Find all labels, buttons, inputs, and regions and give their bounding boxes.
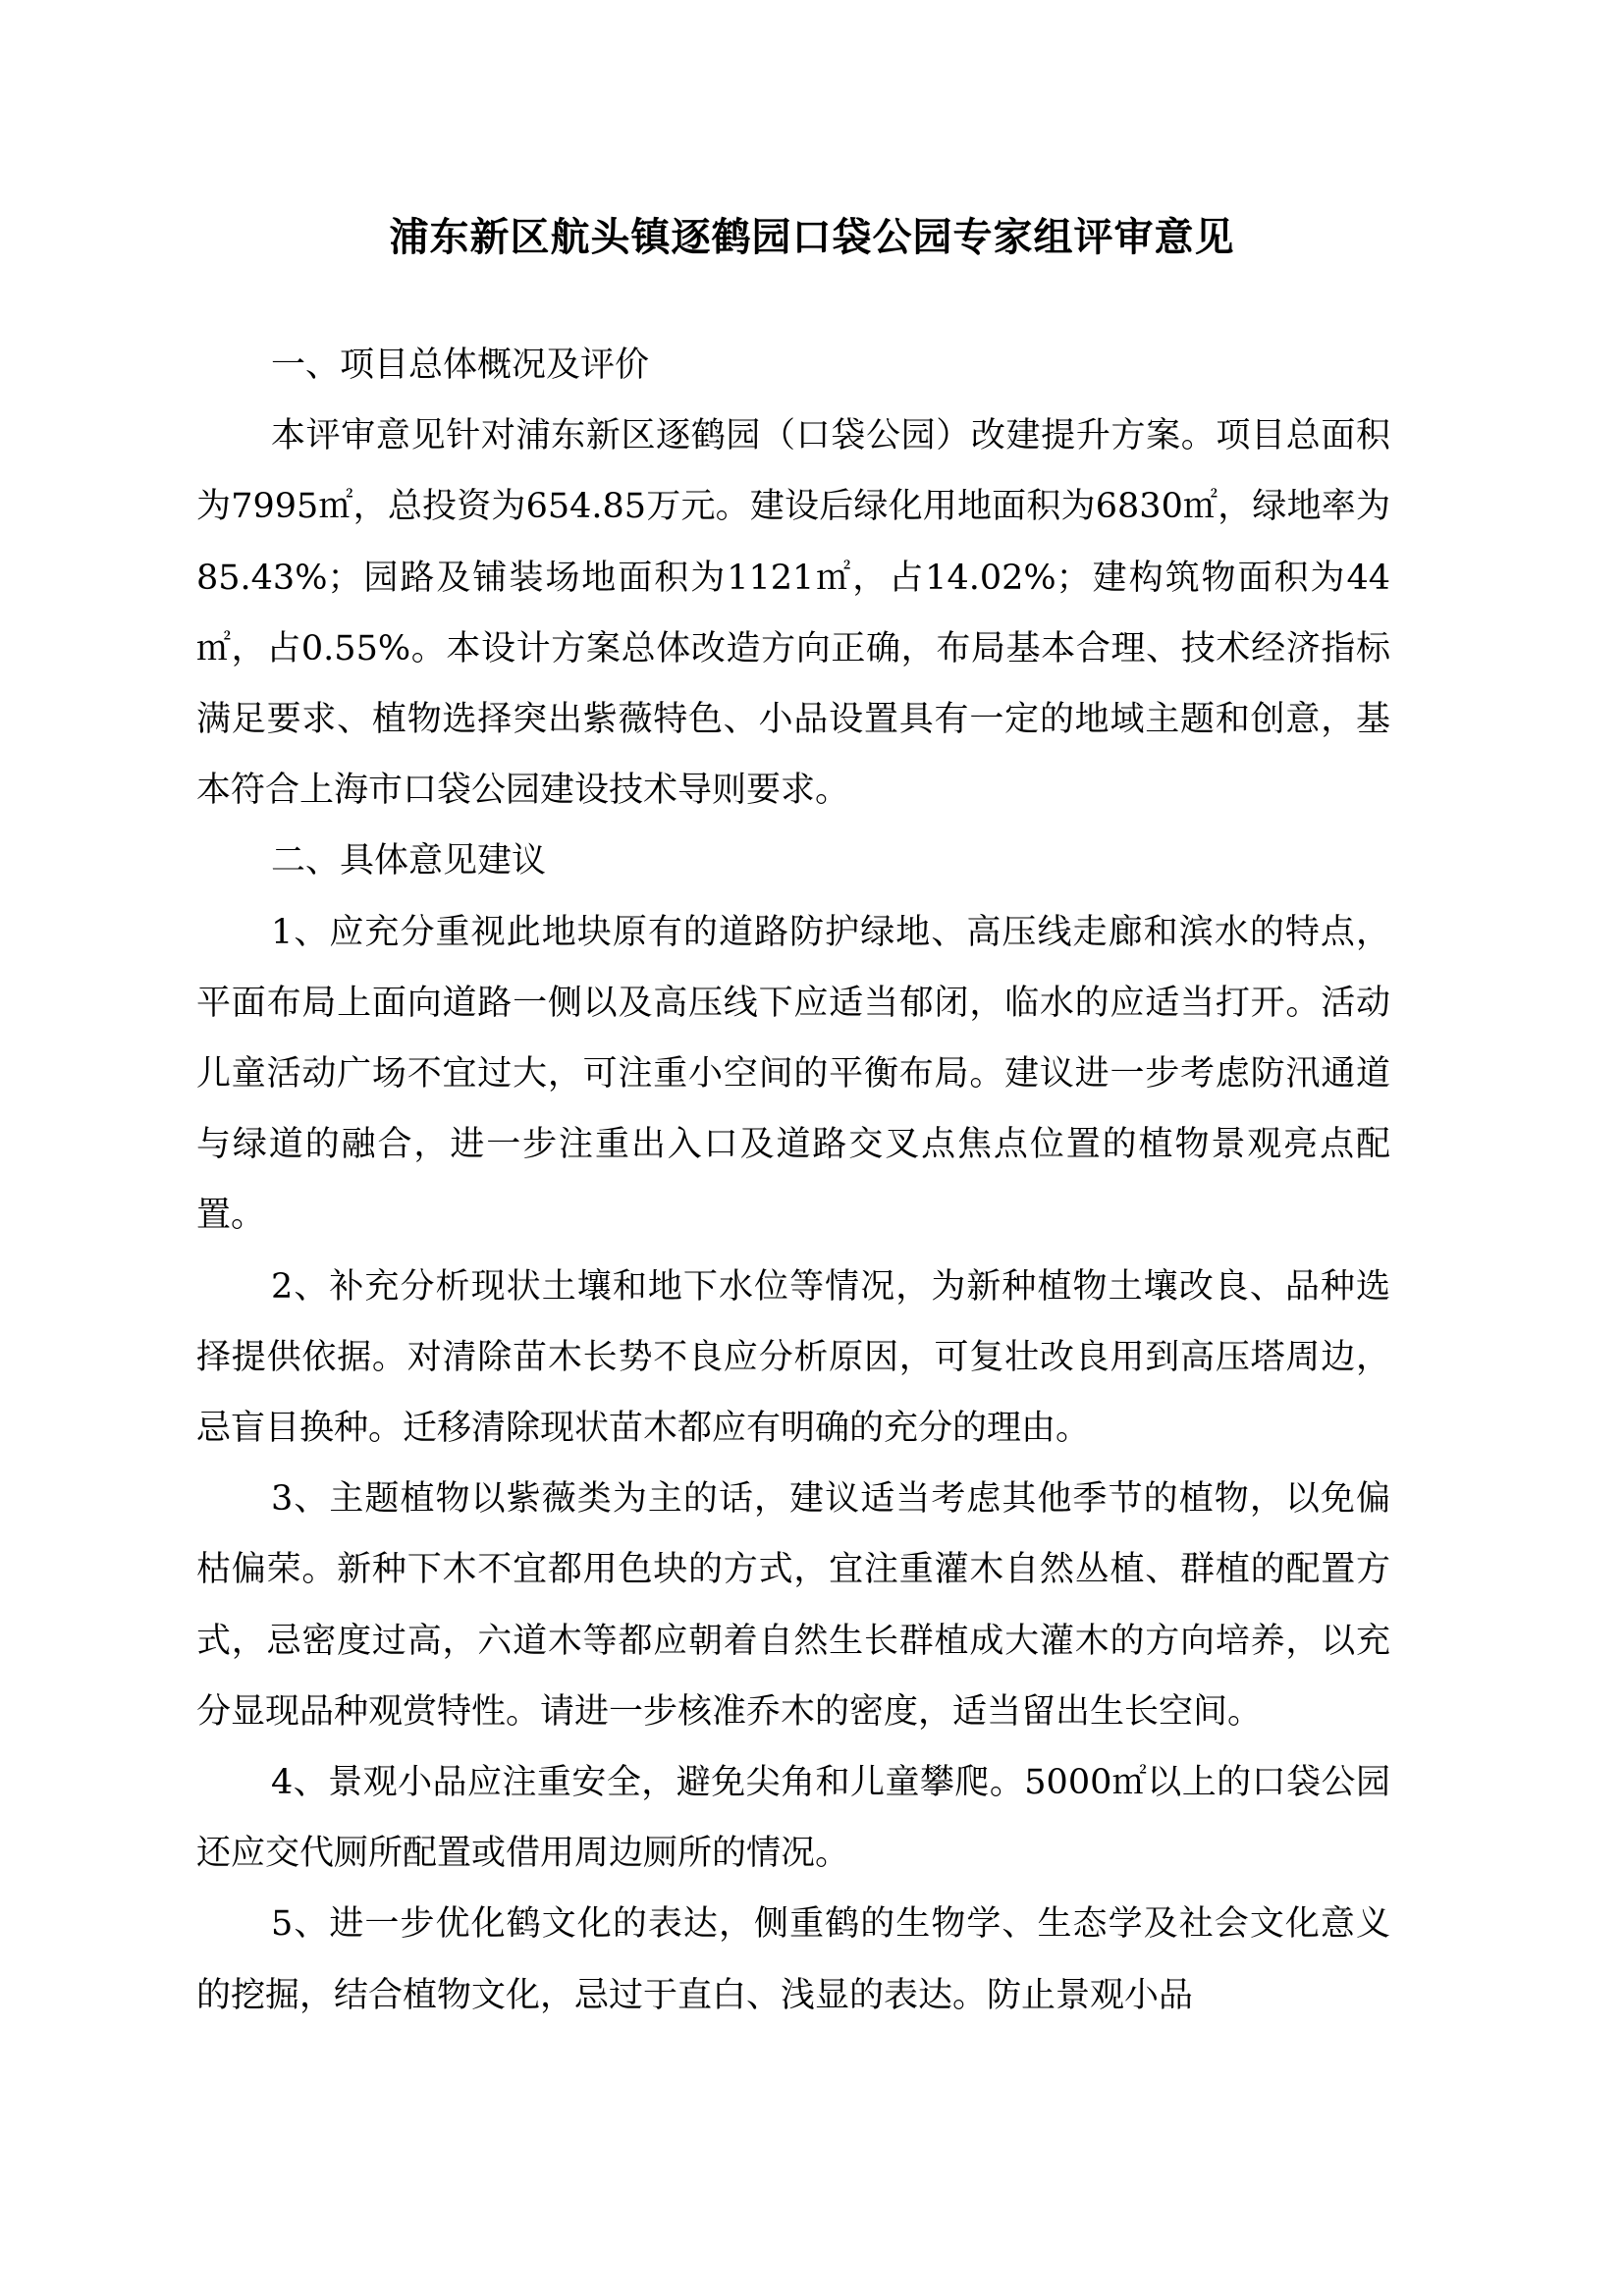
paragraph-suggestion-4: 4、景观小品应注重安全，避免尖角和儿童攀爬。5000㎡以上的口袋公园还应交代厕所配置或借用周边厕所的情况。 [196, 1763, 1390, 1874]
paragraph-suggestion-3: 3、主题植物以紫薇类为主的话，建议适当考虑其他季节的植物，以免偏枯偏荣。新种下木不宜都用色块的方式，宜注重灌木自然丛植、群植的配置方式，忌密度过高，六道木等都应朝着自然生长群植成大灌木的方向培养，以充分显现品种观赏特性。请进一步核准乔木的密度，适当留出生长空间。 [196, 1479, 1390, 1732]
section-heading-1: 一、项目总体概况及评价 [271, 346, 650, 385]
paragraph-suggestion-2: 2、补充分析现状土壤和地下水位等情况，为新种植物土壤改良、品种选择提供依据。对清除苗木长势不良应分析原因，可复壮改良用到高压塔周边，忌盲目换种。迁移清除现状苗木都应有明确的充分的理由。 [196, 1266, 1390, 1449]
section-heading-2: 二、具体意见建议 [271, 841, 547, 881]
paragraph-suggestion-5: 5、进一步优化鹤文化的表达，侧重鹤的生物学、生态学及社会文化意义的挖掘，结合植物文化，忌过于直白、浅显的表达。防止景观小品 [196, 1904, 1390, 2015]
document-body [196, 330, 1390, 2031]
paragraph-suggestion-1: 1、应充分重视此地块原有的道路防护绿地、高压线走廊和滨水的特点，平面布局上面向道路一侧以及高压线下应适当郁闭，临水的应适当打开。活动儿童活动广场不宜过大，可注重小空间的平衡布局。建议进一步考虑防汛通道与绿道的融合，进一步注重出入口及道路交叉点焦点位置的植物景观亮点配置。 [196, 912, 1390, 1236]
paragraph-overview: 本评审意见针对浦东新区逐鹤园（口袋公园）改建提升方案。项目总面积为7995㎡，总投资为654.85万元。建设后绿化用地面积为6830㎡，绿地率为85.43%；园路及铺装场地面积为1121㎡，占14.02%；建构筑物面积为44㎡，占0.55%。本设计方案总体改造方向正确，布局基本合理、技术经济指标满足要求、植物选择突出紫薇特色、小品设置具有一定的地域主题和创意，基本符合上海市口袋公园建设技术导则要求。 [196, 416, 1390, 811]
document-title: 浦东新区航头镇逐鹤园口袋公园专家组评审意见 [389, 215, 1235, 260]
